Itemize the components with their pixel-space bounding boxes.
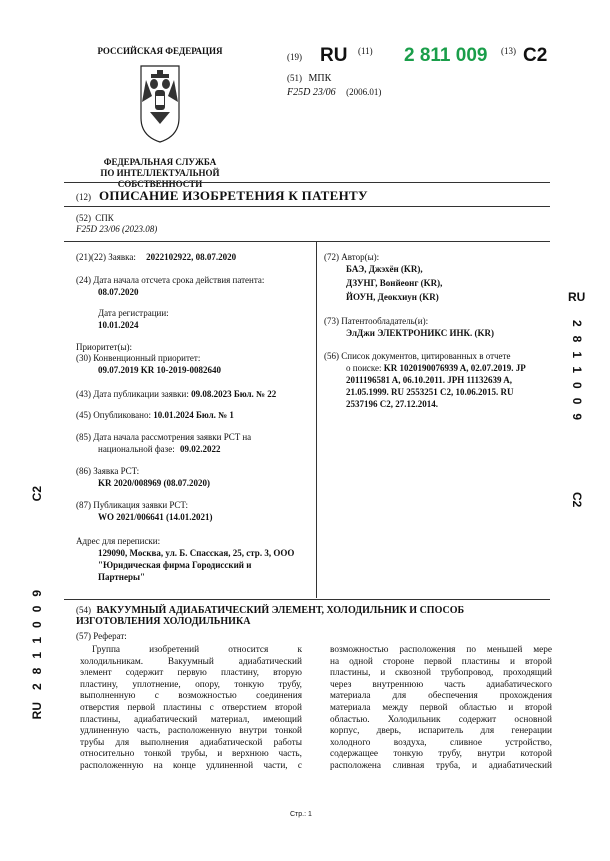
abstract-right-line: материала для обеспечения прохождения	[330, 691, 552, 702]
mpk-class: F25D 23/06	[287, 87, 336, 98]
pct-publication-value: WO 2021/006641 (14.01.2021)	[98, 512, 213, 522]
correspondence-address-line3: Партнеры"	[98, 572, 146, 582]
country-name: РОССИЙСКАЯ ФЕДЕРАЦИЯ	[97, 46, 223, 56]
abstract-right-line: пластины, и сквозной трубопровод, проходящий	[330, 668, 552, 679]
patent-holder-label: Патентообладатель(и):	[341, 316, 429, 326]
side-kind-right: C2	[570, 492, 584, 508]
inid-code-86: (86)	[76, 466, 91, 476]
patent-number: 2 811 009	[404, 45, 488, 66]
correspondence-address-label: Адрес для переписки:	[76, 536, 161, 546]
inid-code-72: (72)	[324, 252, 339, 262]
inid-code-11: (11)	[358, 46, 373, 56]
published-value: 10.01.2024 Бюл. № 1	[153, 410, 234, 420]
application-label: Заявка:	[108, 252, 136, 262]
application-publication-value: 09.08.2023 Бюл. № 22	[191, 389, 277, 399]
application-value: 2022102922, 08.07.2020	[146, 252, 237, 262]
biblio-rule	[64, 241, 550, 242]
convention-priority-label: Конвенционный приоритет:	[93, 353, 201, 363]
correspondence-address-line2: "Юридическая фирма Городисский и	[98, 560, 252, 570]
abstract-left-line: холодильникам. Вакуумный адиабатический	[80, 656, 302, 667]
abstract-left-line: элемент содержит первую пластину, вторую	[80, 668, 302, 679]
published-label: Опубликовано:	[93, 410, 151, 420]
abstract-left-line: пластины, адиабатический материал, имеющий	[80, 714, 302, 725]
header-rule	[64, 182, 550, 183]
side-country-right: RU	[568, 290, 586, 304]
mpk-label: МПК	[308, 73, 332, 84]
title-rule	[64, 206, 550, 207]
side-number-right: 2811009	[570, 320, 584, 430]
term-start-value: 08.07.2020	[98, 287, 139, 297]
inid-code-57: (57)	[76, 631, 91, 641]
abstract-right-line: холодного воздуха, сливное устройство,	[330, 737, 552, 748]
abstract-right-line: через внутреннюю часть адиабатического	[330, 679, 552, 690]
abstract-label: Реферат:	[93, 631, 127, 641]
registration-label: Дата регистрации:	[98, 308, 169, 318]
author-3: ЙОУН, Деокхиун (KR)	[346, 292, 439, 302]
abstract-left-line: Группа изобретений относится к	[92, 645, 302, 655]
abstract-right-line: возможностью расположения по меньшей мере	[330, 645, 552, 655]
inid-code-56: (56)	[324, 351, 339, 361]
country-code: RU	[320, 45, 348, 66]
abstract-right-line: материала между первой областью и второй	[330, 702, 552, 713]
agency-name-line2: ПО ИНТЕЛЛЕКТУАЛЬНОЙ СОБСТВЕННОСТИ	[100, 168, 220, 189]
abstract-right-line: корпус, дверь, испаритель для генерации	[330, 726, 552, 737]
inid-code-87: (87)	[76, 500, 91, 510]
abstract-left-line: удлиненную часть, расположенную внутри тонкой	[80, 726, 302, 737]
russian-coat-of-arms-icon	[138, 62, 182, 151]
cited-documents-line2: 2011196581 A, 06.10.2011. JPH 11132639 A,	[346, 375, 513, 385]
inid-code-45: (45)	[76, 410, 91, 420]
inid-code-24: (24)	[76, 275, 91, 285]
national-phase-label-line2: национальной фазе:	[98, 444, 175, 454]
abstract-left-line: расположенную на конце удлиненной части, с	[80, 760, 302, 771]
title54-rule	[64, 599, 550, 600]
side-number-left: 2811009	[30, 580, 44, 690]
abstract-right-column	[330, 645, 552, 773]
inid-code-51: (51)	[287, 73, 302, 83]
priority-label: Приоритет(ы):	[76, 342, 133, 352]
abstract-left-line: пластину, уплотнение, опору, тонкую трубу,	[80, 679, 302, 690]
cited-documents-line4: 2537196 C2, 27.12.2014.	[346, 399, 438, 409]
pct-application-label: Заявка PCT:	[93, 466, 140, 476]
pct-application-value: KR 2020/008969 (08.07.2020)	[98, 478, 210, 488]
cited-documents-line1: KR 1020190076939 A, 02.07.2019. JP	[383, 363, 526, 373]
invention-title-line2: ИЗГОТОВЛЕНИЯ ХОЛОДИЛЬНИКА	[76, 616, 251, 627]
document-title: ОПИСАНИЕ ИЗОБРЕТЕНИЯ К ПАТЕНТУ	[99, 188, 368, 203]
abstract-left-line: выполненную с возможностью соединения	[80, 691, 302, 702]
abstract-right-line: содержащее тонкую трубу, внутри которой	[330, 749, 552, 760]
authors-label: Автор(ы):	[341, 252, 380, 262]
registration-value: 10.01.2024	[98, 320, 139, 330]
abstract-right-line: на одной стороне первой пластины и второй	[330, 656, 552, 667]
pct-publication-label: Публикация заявки PCT:	[93, 500, 188, 510]
inid-code-12: (12)	[76, 192, 91, 202]
author-2: ДЗУНГ, Вонйеонг (KR),	[346, 278, 443, 288]
patent-holder-value: ЭлДжи ЭЛЕКТРОНИКС ИНК. (KR)	[346, 328, 494, 338]
term-start-label: Дата начала отсчета срока действия патента:	[93, 275, 265, 285]
inid-code-73: (73)	[324, 316, 339, 326]
kind-code: C2	[523, 45, 548, 66]
abstract-left-line: относительно тонкой трубы, и верхнюю часть,	[80, 749, 302, 760]
inid-code-52: (52)	[76, 213, 91, 223]
correspondence-address-line1: 129090, Москва, ул. Б. Спасская, 25, стр. 3, ООО	[98, 548, 295, 558]
inid-code-54: (54)	[76, 605, 91, 615]
inid-code-30: (30)	[76, 353, 91, 363]
author-1: БАЭ, Джэхён (KR),	[346, 264, 423, 274]
column-divider	[316, 242, 317, 598]
national-phase-value: 09.02.2022	[179, 444, 221, 454]
agency-name-line1: ФЕДЕРАЛЬНАЯ СЛУЖБА	[103, 157, 217, 167]
inid-code-43: (43)	[76, 389, 91, 399]
cited-documents-prefix: о поиске:	[346, 363, 382, 373]
side-kind-left: C2	[30, 486, 44, 502]
spk-class: F25D 23/06 (2023.08)	[76, 224, 158, 234]
mpk-year: (2006.01)	[346, 87, 382, 97]
invention-title-line1: ВАКУУМНЫЙ АДИАБАТИЧЕСКИЙ ЭЛЕМЕНТ, ХОЛОДИЛЬНИК И СПОСОБ	[96, 605, 465, 616]
spk-label: СПК	[95, 213, 114, 223]
abstract-left-column	[80, 645, 302, 773]
inid-code-21-22: (21)(22)	[76, 252, 106, 262]
convention-priority-value: 09.07.2019 KR 10-2019-0082640	[98, 365, 221, 375]
application-publication-label: Дата публикации заявки:	[93, 389, 189, 399]
inid-code-13: (13)	[501, 46, 516, 56]
abstract-right-line: областью. Холодильник содержит основной	[330, 714, 552, 725]
cited-documents-line3: 21.05.1999. RU 2553251 C2, 10.06.2015. RU	[346, 387, 514, 397]
national-phase-label-line1: Дата начала рассмотрения заявки PCT на	[93, 432, 252, 442]
abstract-left-line: трубы для выполнения адиабатической работы	[80, 737, 302, 748]
abstract-left-line: отверстия первой пластины с отверстием второй	[80, 702, 302, 713]
cited-documents-label: Список документов, цитированных в отчете	[341, 351, 511, 361]
page-number: Стр.: 1	[290, 811, 312, 818]
inid-code-85: (85)	[76, 432, 91, 442]
abstract-right-line: расположена сливная труба, и адиабатический	[330, 760, 552, 771]
side-country-left: RU	[30, 702, 44, 720]
inid-code-19: (19)	[287, 52, 302, 62]
